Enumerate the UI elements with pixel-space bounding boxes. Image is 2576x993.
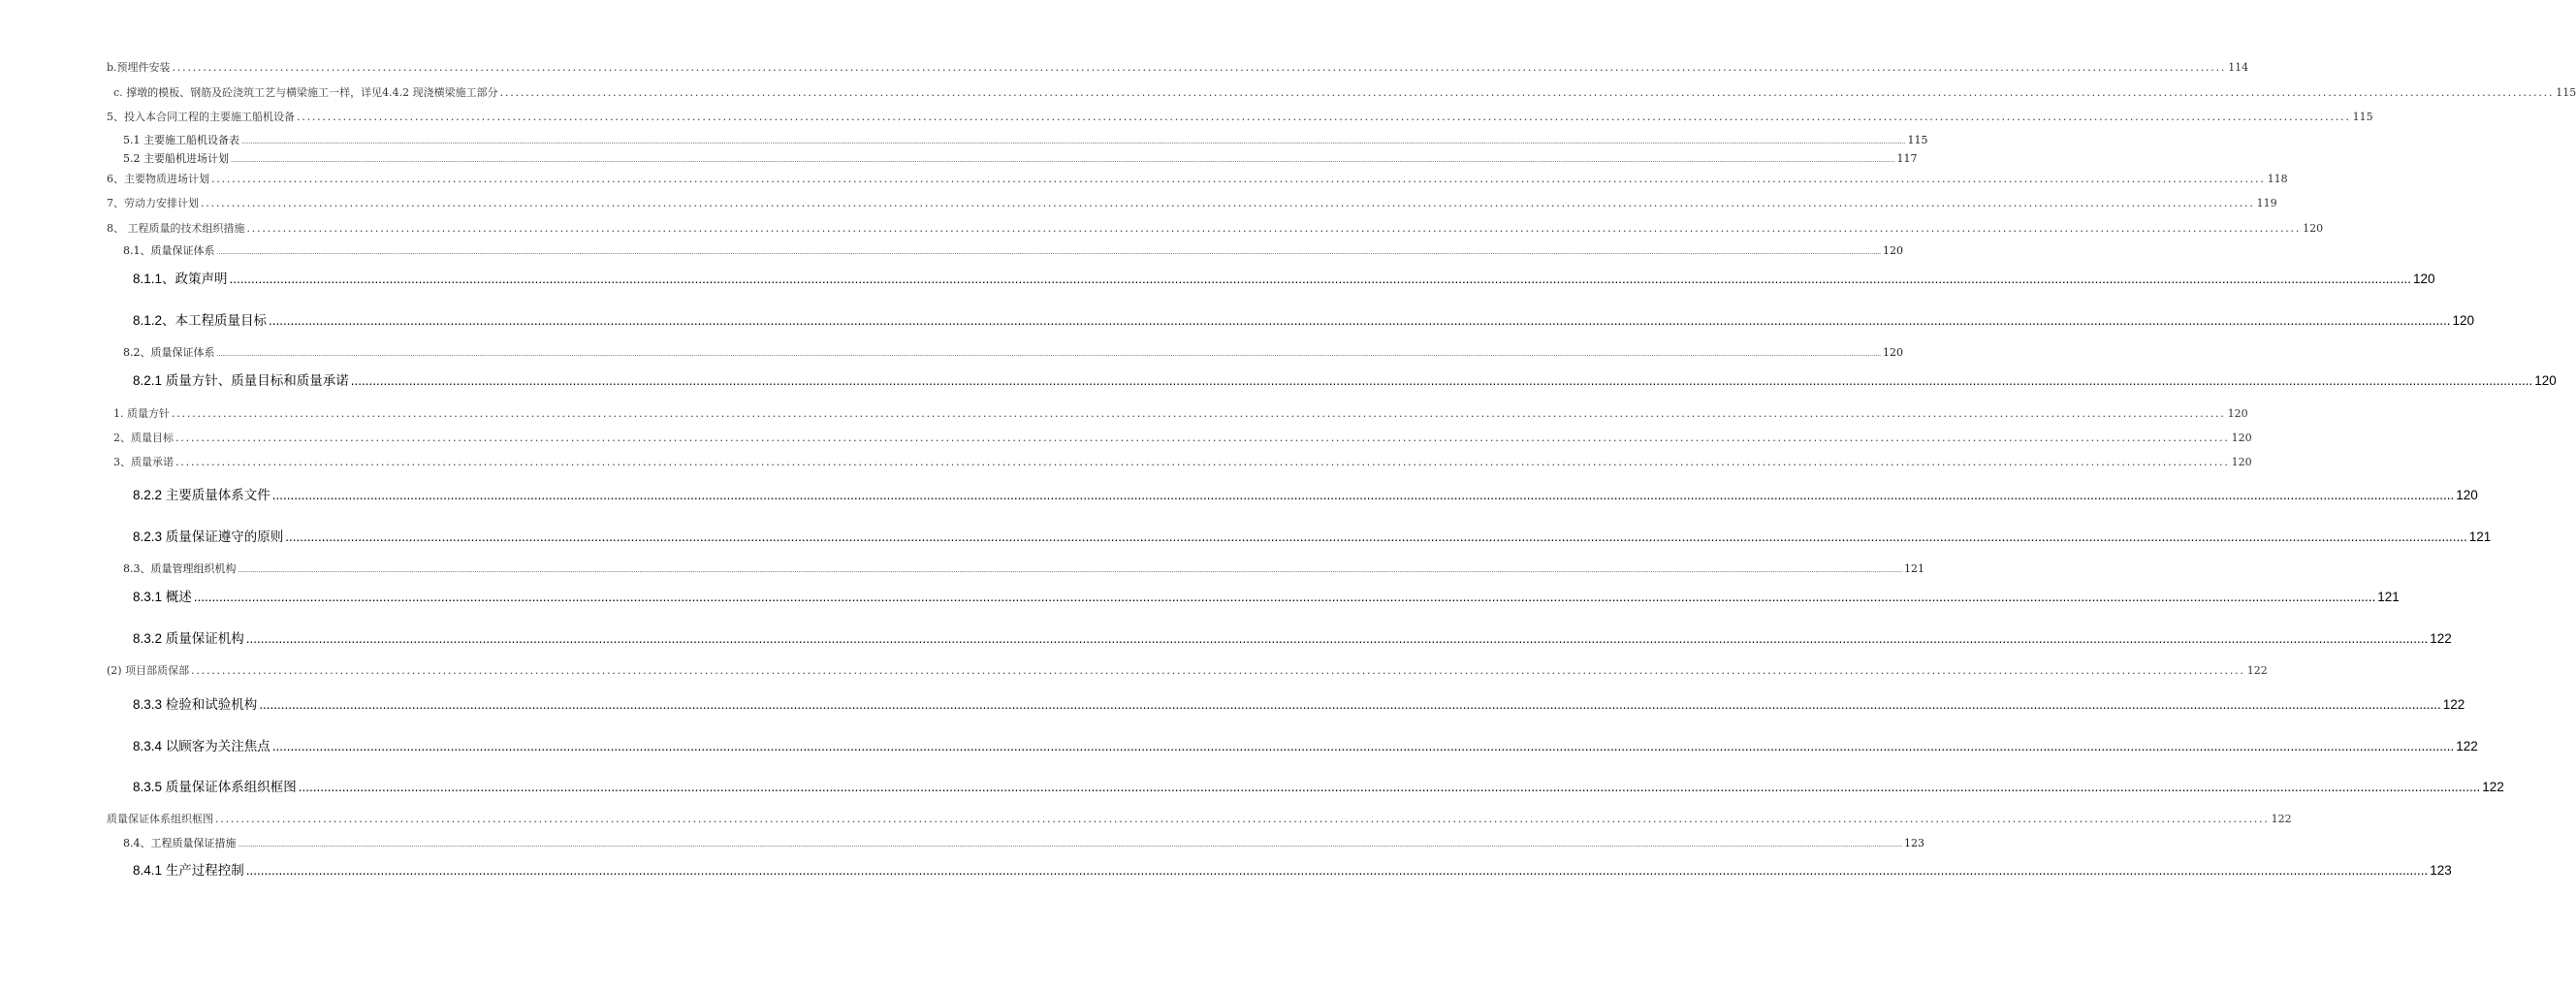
toc-page-number: 122	[2246, 664, 2268, 677]
toc-entry-title: 3、质量承诺	[113, 456, 174, 468]
toc-page-number: 120	[2227, 407, 2248, 420]
toc-entry[interactable]	[107, 197, 2277, 209]
toc-page-number: 121	[2468, 529, 2492, 544]
dot-leader: ....................................................................................................................................................................................................................................................................................................................................................................................................................................................................................................................................................................................................................................................................................................................................................................................................................................................................................................................................	[231, 157, 1895, 164]
dot-leader: ........................................................................................................................................................................................................................................................................................................................................................................................................................................................................................................................................................................................................................	[229, 272, 2411, 286]
toc-entry-title: 8.2、质量保证体系	[123, 346, 215, 359]
dot-leader: ........................................................................................................................................................................................................................................................................................................................................................................................................................................................................................................................................................................................................................	[350, 373, 2533, 388]
toc-entry-title: 8.3.2 质量保证机构	[133, 631, 244, 646]
dot-leader: ................................................................................................................................................................................................................................................................................................................................................................................................................	[499, 86, 2555, 99]
toc-page-number: 120	[2534, 373, 2557, 388]
dot-leader: ................................................................................................................................................................................................................................................................................................................................................................................................................	[211, 173, 2266, 185]
toc-page-number: 122	[2430, 631, 2452, 646]
toc-entry[interactable]	[133, 529, 2492, 545]
dot-leader: ........................................................................................................................................................................................................................................................................................................................................................................................................................................................................................................................................................................................................................	[193, 590, 2376, 604]
dot-leader: ........................................................................................................................................................................................................................................................................................................................................................................................................................................................................................................................................................................................................................	[245, 631, 2429, 646]
toc-entry[interactable]	[123, 152, 1918, 165]
toc-page-number: 122	[2271, 813, 2292, 825]
dot-leader: ....................................................................................................................................................................................................................................................................................................................................................................................................................................................................................................................................................................................................................................................................................................................................................................................................................................................................................................................................	[238, 567, 1903, 574]
toc-entry[interactable]	[133, 488, 2478, 503]
toc-entry-title: 8.4.1 生产过程控制	[133, 863, 244, 878]
toc-entry-title: 质量保证体系组织框图	[107, 813, 213, 825]
toc-page-number: 121	[1904, 562, 1925, 575]
toc-page-number: 122	[2442, 697, 2465, 712]
toc-entry[interactable]	[113, 456, 2252, 468]
toc-entry-title: (2) 项目部质保部	[107, 664, 190, 677]
toc-page-number: 117	[1896, 152, 1918, 165]
toc-entry-title: 8.1.2、本工程质量目标	[133, 313, 268, 328]
dot-leader: ........................................................................................................................................................................................................................................................................................................................................................................................................................................................................................................................................................................................................................	[271, 739, 2455, 753]
toc-page-number: 120	[2412, 272, 2435, 286]
toc-entry-title: 8.3、质量管理组织机构	[123, 562, 237, 575]
toc-entry[interactable]	[113, 407, 2248, 420]
dot-leader: ................................................................................................................................................................................................................................................................................................................................................................................................................	[297, 111, 2351, 123]
dot-leader: ........................................................................................................................................................................................................................................................................................................................................................................................................................................................................................................................................................................................................................	[298, 780, 2481, 794]
dot-leader: ....................................................................................................................................................................................................................................................................................................................................................................................................................................................................................................................................................................................................................................................................................................................................................................................................................................................................................................................................	[241, 139, 1906, 145]
toc-entry-title: 8.2.3 质量保证遵守的原则	[133, 529, 284, 544]
dot-leader: ....................................................................................................................................................................................................................................................................................................................................................................................................................................................................................................................................................................................................................................................................................................................................................................................................................................................................................................................................	[216, 249, 1882, 256]
toc-entry[interactable]	[133, 373, 2557, 389]
toc-entry-title: 8.3.1 概述	[133, 590, 192, 604]
toc-entry[interactable]	[107, 173, 2288, 185]
toc-entry-title: 7、劳动力安排计划	[107, 197, 199, 209]
toc-page-number: 120	[2231, 456, 2252, 468]
toc-entry[interactable]	[133, 863, 2452, 879]
dot-leader: ................................................................................................................................................................................................................................................................................................................................................................................................................	[175, 432, 2230, 444]
toc-entry[interactable]	[133, 697, 2465, 713]
toc-entry-title: 5.2 主要船机进场计划	[123, 152, 229, 165]
toc-page-number: 122	[2482, 780, 2504, 794]
toc-entry[interactable]	[123, 346, 1904, 359]
toc-entry-title: c. 撑墩的模板、钢筋及砼浇筑工艺与横梁施工一样，详见4.4.2 现浇横梁施工部分	[113, 86, 498, 99]
dot-leader: ........................................................................................................................................................................................................................................................................................................................................................................................................................................................................................................................................................................................................................	[259, 697, 2441, 712]
dot-leader: ................................................................................................................................................................................................................................................................................................................................................................................................................	[191, 664, 2245, 677]
toc-page-number: 115	[2556, 86, 2576, 99]
toc-entry-title: 8.1.1、政策声明	[133, 272, 228, 286]
dot-leader: ................................................................................................................................................................................................................................................................................................................................................................................................................	[246, 222, 2302, 235]
toc-entry[interactable]	[107, 111, 2373, 123]
toc-entry-title: 8.4、工程质量保证措施	[123, 837, 237, 849]
toc-entry-title: 2、质量目标	[113, 432, 174, 444]
dot-leader: ................................................................................................................................................................................................................................................................................................................................................................................................................	[201, 197, 2255, 209]
toc-entry[interactable]	[113, 432, 2252, 444]
toc-entry[interactable]	[123, 134, 1928, 146]
toc-page-number: 122	[2456, 739, 2478, 753]
toc-page-number: 120	[2452, 313, 2475, 328]
dot-leader: ................................................................................................................................................................................................................................................................................................................................................................................................................	[215, 813, 2270, 825]
toc-entry-title: b.预埋件安装	[107, 61, 171, 74]
dot-leader: ................................................................................................................................................................................................................................................................................................................................................................................................................	[172, 61, 2227, 74]
toc-page-number: 123	[2430, 863, 2452, 878]
dot-leader: ................................................................................................................................................................................................................................................................................................................................................................................................................	[175, 456, 2230, 468]
toc-page-number: 120	[1883, 346, 1904, 359]
toc-entry-title: 8.1、质量保证体系	[123, 244, 215, 257]
toc-entry-title: 8.2.1 质量方针、质量目标和质量承诺	[133, 373, 349, 388]
toc-entry[interactable]	[107, 222, 2324, 235]
toc-entry-title: 5、投入本合同工程的主要施工船机设备	[107, 111, 295, 123]
toc-entry-title: 8、 工程质量的技术组织措施	[107, 222, 245, 235]
toc-page-number: 118	[2267, 173, 2288, 185]
dot-leader: ....................................................................................................................................................................................................................................................................................................................................................................................................................................................................................................................................................................................................................................................................................................................................................................................................................................................................................................................................	[216, 351, 1882, 358]
toc-entry[interactable]	[133, 780, 2504, 795]
toc-entry[interactable]	[123, 837, 1925, 849]
toc-entry[interactable]	[113, 86, 2576, 99]
dot-leader: ........................................................................................................................................................................................................................................................................................................................................................................................................................................................................................................................................................................................................................	[271, 488, 2455, 502]
toc-page-number: 114	[2228, 61, 2249, 74]
toc-entry[interactable]	[123, 562, 1925, 575]
toc-entry-title: 8.3.3 检验和试验机构	[133, 697, 258, 712]
toc-entry[interactable]	[107, 61, 2249, 74]
toc-entry[interactable]	[133, 272, 2435, 287]
toc-entry-title: 8.3.5 质量保证体系组织框图	[133, 780, 297, 794]
toc-entry-title: 8.3.4 以顾客为关注焦点	[133, 739, 270, 753]
toc-entry[interactable]	[107, 813, 2292, 825]
toc-entry[interactable]	[107, 664, 2268, 677]
dot-leader: ........................................................................................................................................................................................................................................................................................................................................................................................................................................................................................................................................................................................................................	[269, 313, 2451, 328]
toc-page-number: 119	[2256, 197, 2277, 209]
dot-leader: ................................................................................................................................................................................................................................................................................................................................................................................................................	[172, 407, 2226, 420]
toc-entry[interactable]	[133, 313, 2475, 329]
dot-leader: ........................................................................................................................................................................................................................................................................................................................................................................................................................................................................................................................................................................................................................	[245, 863, 2429, 878]
toc-page-number: 120	[2231, 432, 2252, 444]
toc-page-number: 123	[1904, 837, 1925, 849]
toc-entry-title: 8.2.2 主要质量体系文件	[133, 488, 270, 502]
toc-page-number: 121	[2377, 590, 2400, 604]
toc-entry-title: 6、主要物质进场计划	[107, 173, 209, 185]
toc-page-number: 120	[2303, 222, 2324, 235]
toc-entry-title: 5.1 主要施工船机设备表	[123, 134, 239, 146]
dot-leader: ........................................................................................................................................................................................................................................................................................................................................................................................................................................................................................................................................................................................................................	[285, 529, 2467, 544]
toc-page-number: 115	[1907, 134, 1928, 146]
toc-entry[interactable]	[133, 631, 2452, 647]
toc-entry[interactable]	[133, 590, 2400, 605]
toc-page-number: 120	[1883, 244, 1904, 257]
toc-entry[interactable]	[133, 739, 2478, 754]
toc-entry[interactable]	[123, 244, 1904, 257]
toc-page-number: 115	[2352, 111, 2373, 123]
toc-entry-title: 1. 质量方针	[113, 407, 170, 420]
dot-leader: ....................................................................................................................................................................................................................................................................................................................................................................................................................................................................................................................................................................................................................................................................................................................................................................................................................................................................................................................................	[238, 842, 1903, 849]
toc-page-number: 120	[2456, 488, 2478, 502]
